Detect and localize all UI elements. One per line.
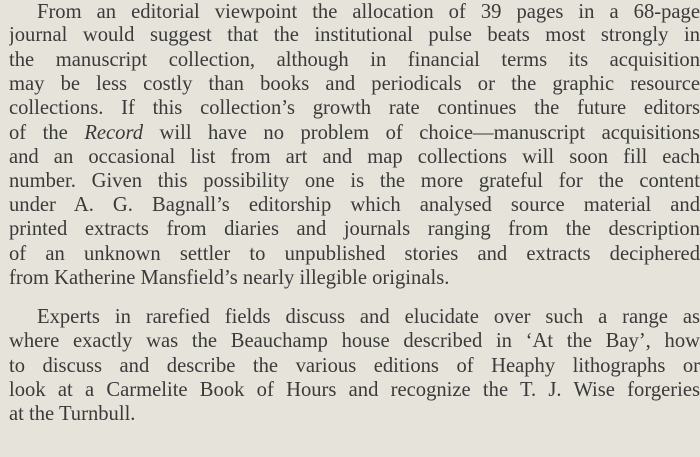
text-line: at the Turnbull.	[9, 403, 136, 425]
text-line: printed extracts from diaries and journals ranging from the description	[9, 218, 700, 240]
text-line: number. Given this possibility one is the more grateful for the content	[9, 170, 700, 192]
text-line: journal would suggest that the institutional pulse beats most strongly in	[9, 24, 700, 46]
text-line: of an unknown settler to unpublished stories and extracts deciphered	[9, 243, 700, 265]
text-line: may be less costly than books and periodicals or the graphic resource	[9, 73, 700, 95]
text-line: to discuss and describe the various editions of Heaphy lithographs or	[9, 355, 700, 377]
text-line: collections. If this collection’s growth rate continues the future editors	[9, 97, 700, 119]
text-line-with-italic	[9, 121, 700, 145]
text-line: and an occasional list from art and map collections will soon fill each	[9, 146, 700, 168]
text-line: the manuscript collection, although in financial terms its acquisition	[9, 49, 700, 71]
text-line: from Katherine Mansfield’s nearly illegible originals.	[9, 267, 450, 289]
italic-title: Record	[84, 122, 144, 144]
text-line: under A. G. Bagnall’s editorship which analysed source material and	[9, 194, 700, 216]
text-line: From an editorial viewpoint the allocation of 39 pages in a 68-page	[37, 1, 700, 23]
text-line: where exactly was the Beauchamp house described in ‘At the Bay’, how	[9, 330, 700, 352]
text-fragment: will have no problem of choice—manuscript acquisitions	[143, 122, 700, 144]
text-fragment: of the	[9, 122, 85, 144]
text-line: look at a Carmelite Book of Hours and recognize the T. J. Wise forgeries	[9, 379, 700, 401]
text-line: Experts in rarefied fields discuss and elucidate over such a range as	[37, 306, 700, 328]
